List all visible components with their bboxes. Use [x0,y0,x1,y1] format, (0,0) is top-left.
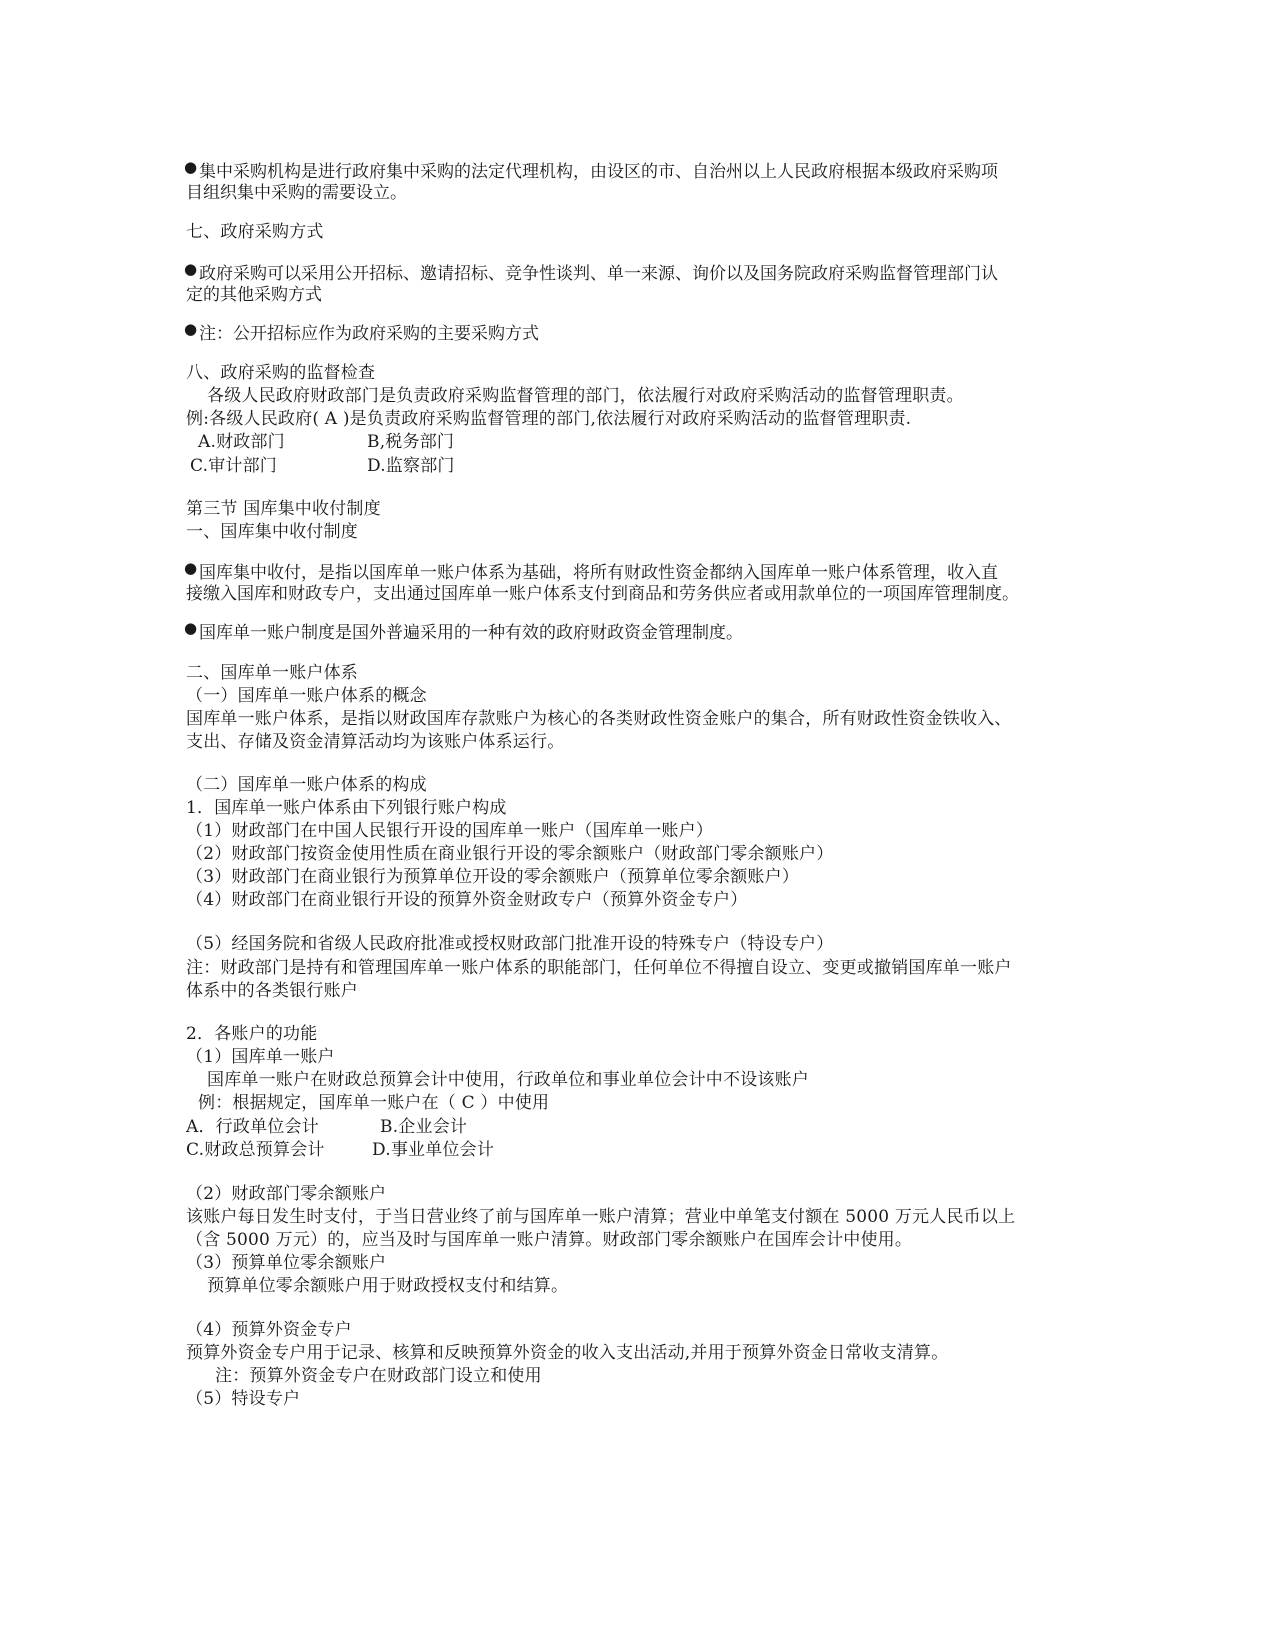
list-item: （2）财政部门按资金使用性质在商业银行开设的零余额账户（财政部门零余额账户） [186,844,834,864]
chapter-heading-section-three: 第三节 国库集中收付制度 [186,499,381,519]
example-question: 例:各级人民政府( A )是负责政府采购监督管理的部门,依法履行对政府采购活动的监督管理职责. [186,409,912,429]
answer-option-c: C.审计部门 [190,456,278,476]
paragraph-line: 定的其他采购方式 [186,285,322,305]
subsection-heading: （二）国库单一账户体系的构成 [186,775,427,795]
bullet-paragraph-single-account [184,619,1076,644]
paragraph-line: 政府采购可以采用公开招标、邀请招标、竞争性谈判、单一来源、询价以及国务院政府采购监督管理部门认 [199,264,998,284]
bullet-paragraph-centralized-procurement-agency [184,158,1076,204]
paragraph-line: 各级人民政府财政部门是负责政府采购监督管理的部门，依法履行对政府采购活动的监督管理职责。 [207,386,964,406]
note-line: 体系中的各类银行账户 [186,981,358,1001]
paragraph-line: 国库单一账户在财政总预算会计中使用，行政单位和事业单位会计中不设该账户 [207,1070,809,1090]
bullet-note-open-tender [184,320,1076,345]
answer-option-a: A．行政单位会计 [186,1117,319,1137]
bullet-icon: ● [184,619,198,637]
section-heading-procurement-methods: 七、政府采购方式 [186,222,324,242]
subsection-heading: （4）预算外资金专户 [186,1320,352,1340]
bullet-paragraph-treasury-collection [184,559,1076,605]
subsection-heading: （2）财政部门零余额账户 [186,1184,387,1204]
paragraph-line: （含 5000 万元）的，应当及时与国库单一账户清算。财政部门零余额账户在国库会计中使用。 [186,1230,913,1250]
paragraph-line: 注：公开招标应作为政府采购的主要采购方式 [199,324,539,344]
section-heading-single-account-system: 二、国库单一账户体系 [186,663,358,683]
bullet-paragraph-procurement-methods [184,260,1076,306]
paragraph-line: 国库单一账户制度是国外普遍采用的一种有效的政府财政资金管理制度。 [199,623,743,643]
answer-option-b: B,税务部门 [367,432,455,452]
note-line: 注：预算外资金专户在财政部门设立和使用 [215,1366,542,1386]
subsection-heading: （1）国库单一账户 [186,1047,335,1067]
paragraph-line: 国库集中收付，是指以国库单一账户体系为基础，将所有财政性资金都纳入国库单一账户体系管理，收入直 [199,563,998,583]
section-heading-supervision: 八、政府采购的监督检查 [186,363,376,383]
subsection-heading: （3）预算单位零余额账户 [186,1253,387,1273]
paragraph-line: 该账户每日发生时支付，于当日营业终了前与国库单一账户清算；营业中单笔支付额在 5000 万元人民币以上 [186,1207,1016,1227]
answer-option-b: B.企业会计 [380,1117,468,1137]
list-item: （5）经国务院和省级人民政府批准或授权财政部门批准开设的特殊专户（特设专户） [186,934,834,954]
paragraph-line: 集中采购机构是进行政府集中采购的法定代理机构，由设区的市、自治州以上人民政府根据本级政府采购项 [199,162,998,182]
answer-option-c: C.财政总预算会计 [186,1140,325,1160]
note-line: 注：财政部门是持有和管理国库单一账户体系的职能部门，任何单位不得擅自设立、变更或撤销国库单一账户 [186,958,1012,978]
paragraph-line: 支出、存储及资金清算活动均为该账户体系运行。 [186,732,565,752]
paragraph-line: 目组织集中采购的需要设立。 [186,183,407,203]
bullet-icon: ● [184,320,198,338]
bullet-icon: ● [184,559,198,577]
answer-option-d: D.事业单位会计 [372,1140,495,1160]
bullet-icon: ● [184,158,198,176]
paragraph-line: 预算单位零余额账户用于财政授权支付和结算。 [207,1276,569,1296]
list-heading: 1．国库单一账户体系由下列银行账户构成 [186,798,507,818]
paragraph-line: 接缴入国库和财政专户，支出通过国库单一账户体系支付到商品和劳务供应者或用款单位的一项国库管理制度。 [186,584,1019,604]
bullet-icon: ● [184,260,198,278]
example-question: 例：根据规定，国库单一账户在（ C ）中使用 [198,1093,550,1113]
list-item: （1）财政部门在中国人民银行开设的国库单一账户（国库单一账户） [186,821,714,841]
section-heading-treasury-system: 一、国库集中收付制度 [186,522,358,542]
list-heading: 2．各账户的功能 [186,1024,318,1044]
subsection-heading: （一）国库单一账户体系的概念 [186,686,427,706]
answer-option-d: D.监察部门 [367,456,455,476]
list-item: （4）财政部门在商业银行开设的预算外资金财政专户（预算外资金专户） [186,890,748,910]
paragraph-line: 预算外资金专户用于记录、核算和反映预算外资金的收入支出活动,并用于预算外资金日常收支清算。 [186,1343,949,1363]
answer-option-a: A.财政部门 [198,432,285,452]
list-item: （3）财政部门在商业银行为预算单位开设的零余额账户（预算单位零余额账户） [186,867,800,887]
subsection-heading: （5）特设专户 [186,1389,301,1409]
paragraph-line: 国库单一账户体系，是指以财政国库存款账户为核心的各类财政性资金账户的集合，所有财政性资金铁收入、 [186,709,1012,729]
